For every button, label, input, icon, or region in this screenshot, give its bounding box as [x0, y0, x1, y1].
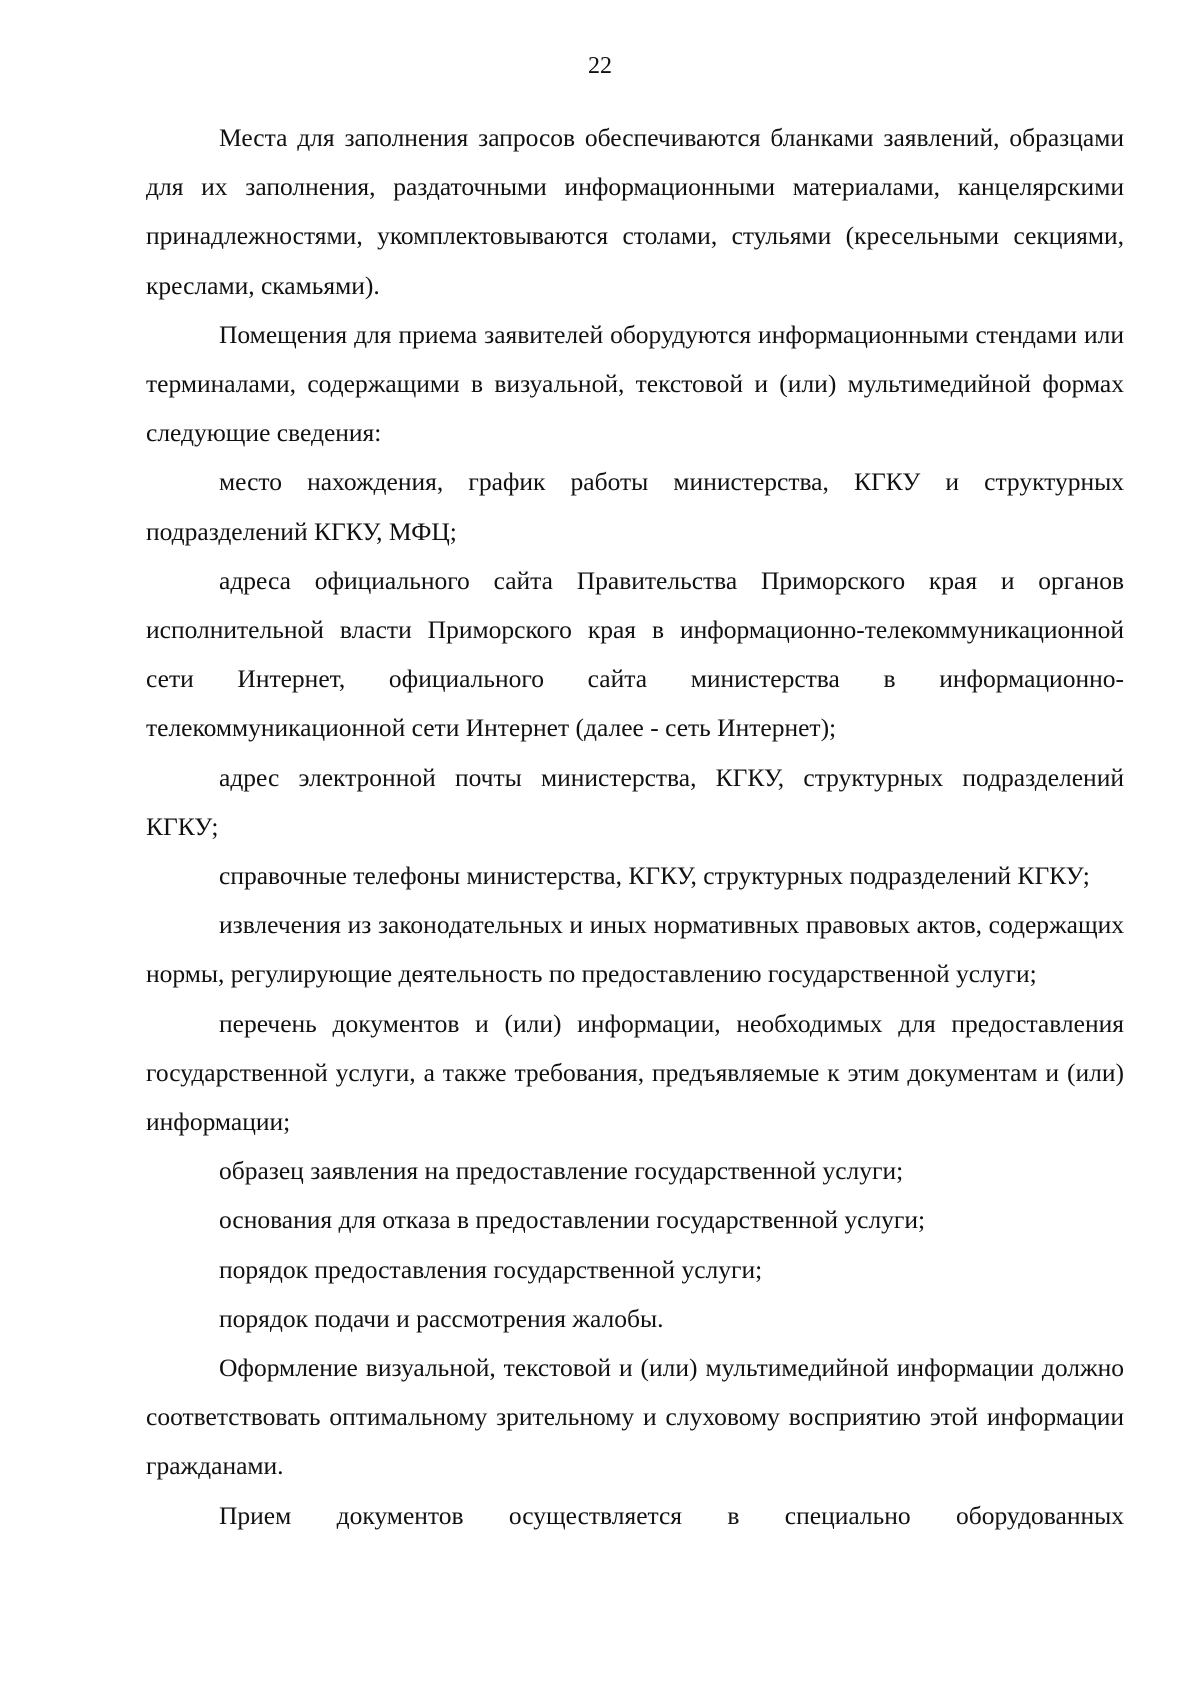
list-item-email-address: адрес электронной почты министерства, КГКУ, структурных подразделений КГКУ; — [146, 762, 1124, 841]
paragraph-reception-rooms: Помещения для приема заявителей оборудуются информационными стендами или терминалами, содержащими в визуальной, текстовой и (или) мультимедийной формах следующие сведения: — [146, 319, 1124, 448]
paragraph-information-design: Оформление визуальной, текстовой и (или) мультимедийной информации должно соответствовать оптимальному зрительному и слуховому восприятию этой информации гражданами. — [146, 1353, 1124, 1481]
list-item-service-procedure: порядок предоставления государственной услуги; — [219, 1254, 763, 1284]
list-item-phone-numbers: справочные телефоны министерства, КГКУ, структурных подразделений КГКУ; — [219, 861, 1090, 891]
list-item-complaint-procedure: порядок подачи и рассмотрения жалобы. — [219, 1303, 664, 1333]
page-number: 22 — [588, 53, 612, 79]
paragraph-request-places: Места для заполнения запросов обеспечиваются бланками заявлений, образцами для их заполнения, раздаточными информационными материалами, канцелярскими принадлежностями, укомплектовываются столами, стульями (кресельными секциями, креслами, скамьями). — [146, 123, 1124, 300]
list-item-refusal-grounds: основания для отказа в предоставлении государственной услуги; — [219, 1205, 926, 1235]
list-item-website-addresses: адреса официального сайта Правительства Приморского края и органов исполнительной власти Приморского края в информационно-телекоммуникационной сети Интернет, официального сайта министерства в информационно-телекоммуникационной сети Интернет (далее - сеть Интернет); — [146, 565, 1124, 743]
list-item-legal-extracts: извлечения из законодательных и иных нормативных правовых актов, содержащих нормы, регулирующие деятельность по предоставлению государственной услуги; — [146, 910, 1124, 989]
list-item-document-list: перечень документов и (или) информации, необходимых для предоставления государственной услуги, а также требования, предъявляемые к этим документам и (или) информации; — [146, 1008, 1124, 1137]
list-item-application-sample: образец заявления на предоставление государственной услуги; — [219, 1156, 904, 1186]
document-body — [146, 113, 1124, 1540]
paragraph-document-intake: Прием документов осуществляется в специально оборудованных — [219, 1500, 1124, 1530]
list-item-location-schedule: место нахождения, график работы министерства, КГКУ и структурных подразделений КГКУ, МФЦ; — [146, 467, 1124, 546]
